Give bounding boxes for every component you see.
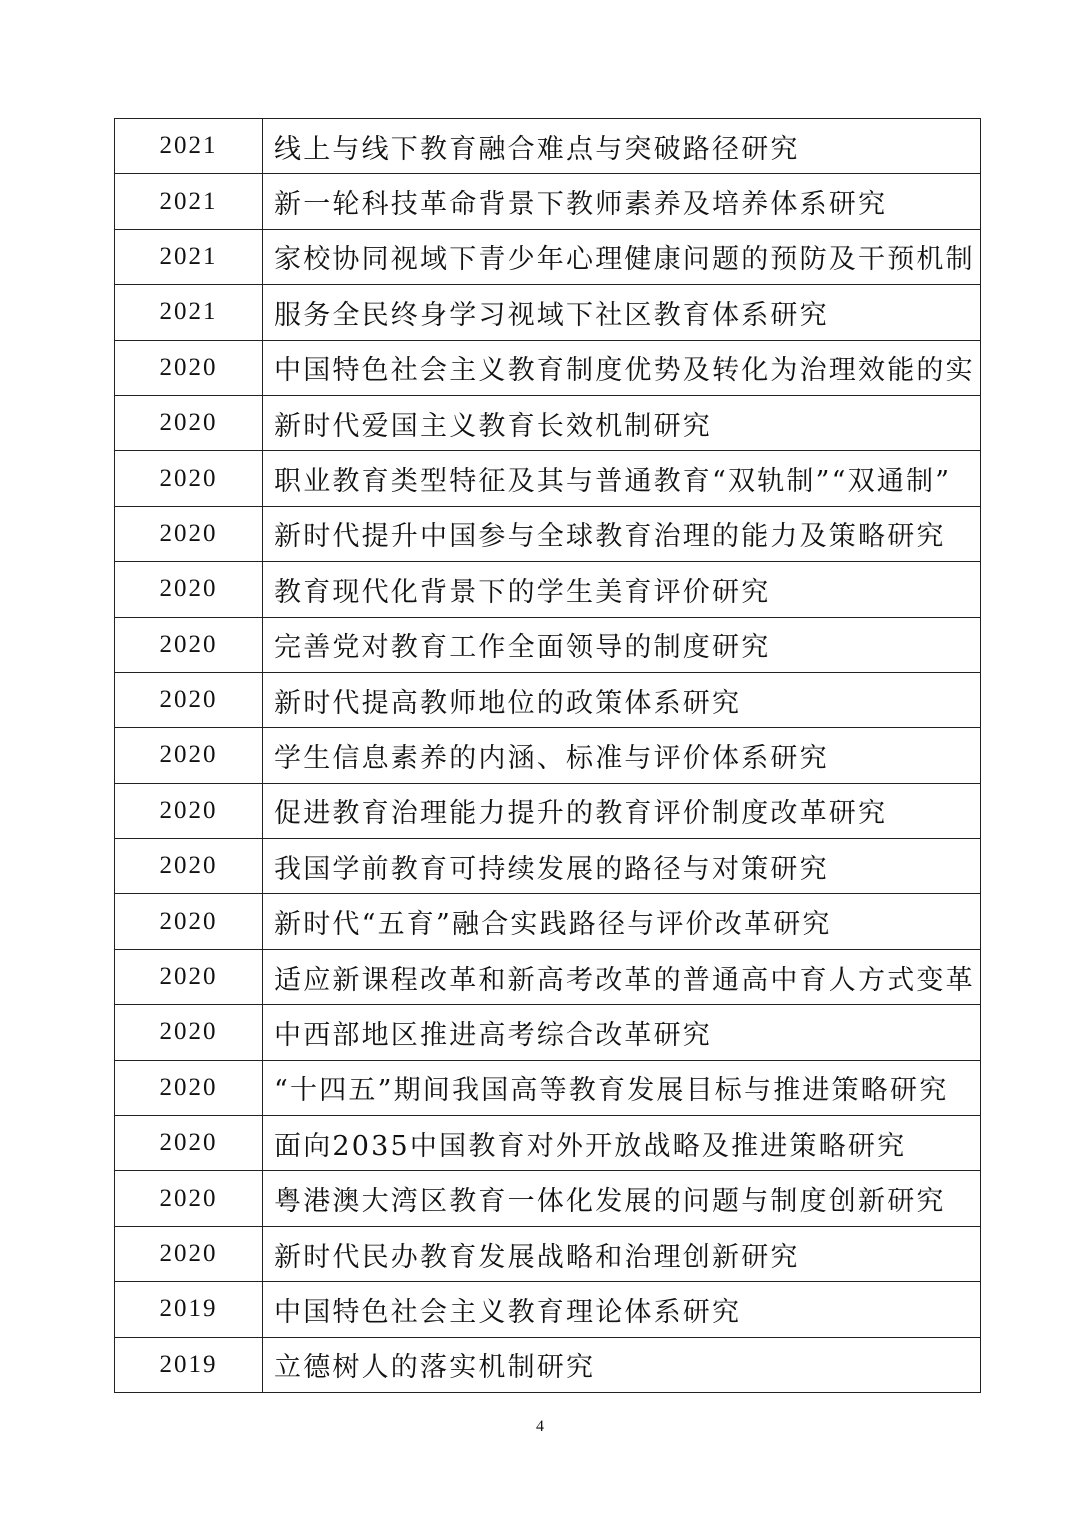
table-row [115, 506, 981, 561]
year-cell: 2021 [115, 229, 263, 284]
year-cell: 2021 [115, 119, 263, 174]
year-cell: 2021 [115, 285, 263, 340]
year-cell: 2020 [115, 1005, 263, 1060]
topic-title-cell: 我国学前教育可持续发展的路径与对策研究 [263, 839, 981, 894]
year-cell: 2020 [115, 395, 263, 450]
year-cell: 2020 [115, 949, 263, 1004]
topic-title-cell: 完善党对教育工作全面领导的制度研究 [263, 617, 981, 672]
table-row [115, 949, 981, 1004]
topic-title-cell: 面向2035中国教育对外开放战略及推进策略研究 [263, 1116, 981, 1171]
topic-title-cell: 新时代提高教师地位的政策体系研究 [263, 672, 981, 727]
table-row [115, 1337, 981, 1392]
year-cell: 2020 [115, 839, 263, 894]
research-topics-table [114, 118, 981, 1393]
topic-title-cell: 线上与线下教育融合难点与突破路径研究 [263, 119, 981, 174]
topic-title-cell: 新时代爱国主义教育长效机制研究 [263, 395, 981, 450]
topic-title-cell: 新时代民办教育发展战略和治理创新研究 [263, 1226, 981, 1281]
topic-title-cell: 新时代“五育”融合实践路径与评价改革研究 [263, 894, 981, 949]
table-row [115, 451, 981, 506]
table-row [115, 894, 981, 949]
table-row [115, 1171, 981, 1226]
year-cell: 2020 [115, 672, 263, 727]
table-row [115, 1282, 981, 1337]
year-cell: 2019 [115, 1337, 263, 1392]
topic-title-cell: 新一轮科技革命背景下教师素养及培养体系研究 [263, 174, 981, 229]
year-cell: 2021 [115, 174, 263, 229]
table-row [115, 1005, 981, 1060]
table-row [115, 783, 981, 838]
table-row [115, 562, 981, 617]
topic-title-cell: 职业教育类型特征及其与普通教育“双轨制”“双通制” [263, 451, 981, 506]
topic-title-cell: 中国特色社会主义教育制度优势及转化为治理效能的实 [263, 340, 981, 395]
topic-title-cell: 学生信息素养的内涵、标准与评价体系研究 [263, 728, 981, 783]
year-cell: 2020 [115, 506, 263, 561]
year-cell: 2020 [115, 451, 263, 506]
year-cell: 2020 [115, 783, 263, 838]
table-row [115, 1226, 981, 1281]
topic-title-cell: “十四五”期间我国高等教育发展目标与推进策略研究 [263, 1060, 981, 1115]
year-cell: 2020 [115, 617, 263, 672]
topic-title-cell: 教育现代化背景下的学生美育评价研究 [263, 562, 981, 617]
topic-title-cell: 适应新课程改革和新高考改革的普通高中育人方式变革 [263, 949, 981, 1004]
year-cell: 2020 [115, 1060, 263, 1115]
year-cell: 2020 [115, 562, 263, 617]
table-body [115, 119, 981, 1393]
table-row [115, 285, 981, 340]
table-row [115, 839, 981, 894]
topic-title-cell: 粤港澳大湾区教育一体化发展的问题与制度创新研究 [263, 1171, 981, 1226]
table-row [115, 1116, 981, 1171]
table-row [115, 1060, 981, 1115]
table-row [115, 119, 981, 174]
page-number: 4 [536, 1418, 544, 1435]
table-row [115, 340, 981, 395]
year-cell: 2020 [115, 1116, 263, 1171]
year-cell: 2020 [115, 1226, 263, 1281]
topic-title-cell: 中西部地区推进高考综合改革研究 [263, 1005, 981, 1060]
topic-title-cell: 中国特色社会主义教育理论体系研究 [263, 1282, 981, 1337]
topic-title-cell: 促进教育治理能力提升的教育评价制度改革研究 [263, 783, 981, 838]
topic-title-cell: 家校协同视域下青少年心理健康问题的预防及干预机制 [263, 229, 981, 284]
table-row [115, 672, 981, 727]
year-cell: 2020 [115, 340, 263, 395]
table-row [115, 728, 981, 783]
topic-title-cell: 新时代提升中国参与全球教育治理的能力及策略研究 [263, 506, 981, 561]
year-cell: 2019 [115, 1282, 263, 1337]
table-row [115, 229, 981, 284]
topic-title-cell: 立德树人的落实机制研究 [263, 1337, 981, 1392]
year-cell: 2020 [115, 728, 263, 783]
table-row [115, 395, 981, 450]
year-cell: 2020 [115, 894, 263, 949]
year-cell: 2020 [115, 1171, 263, 1226]
table-row [115, 174, 981, 229]
topic-title-cell: 服务全民终身学习视域下社区教育体系研究 [263, 285, 981, 340]
table-row [115, 617, 981, 672]
